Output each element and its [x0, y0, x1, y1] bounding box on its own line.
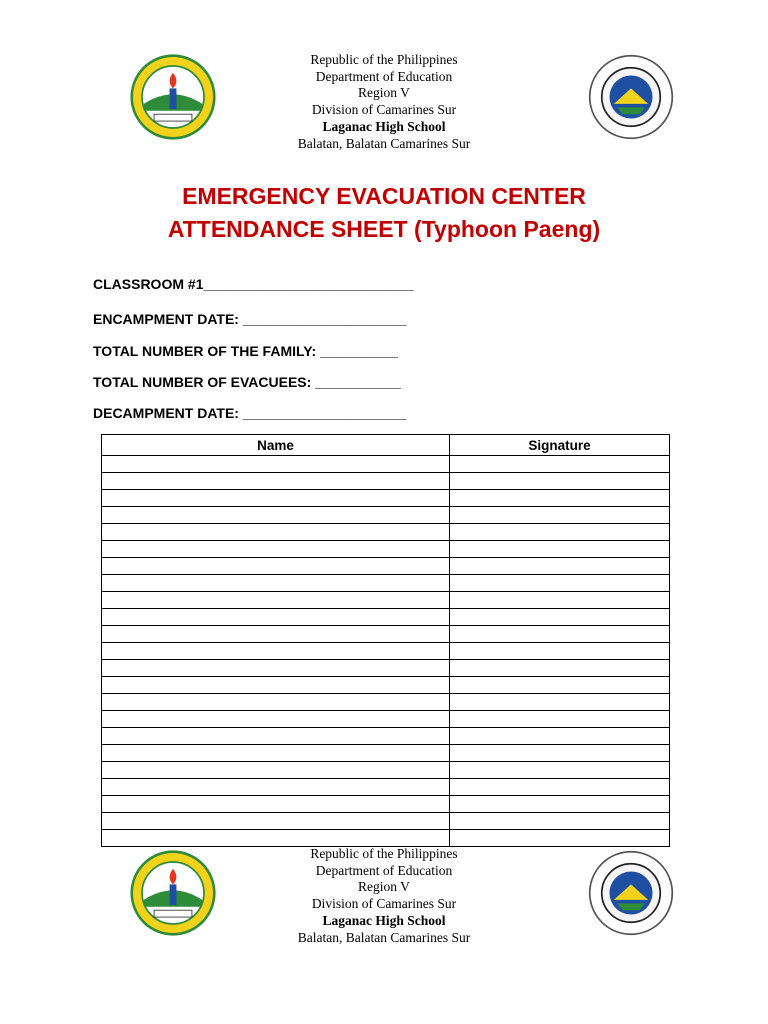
signature-cell[interactable]: [450, 456, 670, 473]
name-cell[interactable]: [102, 456, 450, 473]
table-row: [102, 728, 670, 745]
name-cell[interactable]: [102, 490, 450, 507]
signature-cell[interactable]: [450, 694, 670, 711]
table-row: [102, 609, 670, 626]
table-row: [102, 643, 670, 660]
table-row: [102, 660, 670, 677]
letterhead-school: Laganac High School: [322, 912, 446, 928]
name-cell[interactable]: [102, 779, 450, 796]
document-title-line2: ATTENDANCE SHEET (Typhoon Paeng): [167, 216, 601, 242]
table-row: [102, 677, 670, 694]
name-cell[interactable]: [102, 473, 450, 490]
signature-cell[interactable]: [450, 677, 670, 694]
signature-cell[interactable]: [450, 575, 670, 592]
family-count-field: TOTAL NUMBER OF THE FAMILY: __________: [93, 343, 398, 359]
table-row: [102, 694, 670, 711]
signature-cell[interactable]: [450, 490, 670, 507]
document-title-line1: EMERGENCY EVACUATION CENTER: [182, 183, 586, 209]
name-cell[interactable]: [102, 507, 450, 524]
table-row: [102, 507, 670, 524]
table-row: [102, 473, 670, 490]
name-cell[interactable]: [102, 796, 450, 813]
name-cell[interactable]: [102, 830, 450, 847]
decampment-date-field: DECAMPMENT DATE: _____________________: [93, 405, 407, 421]
name-cell[interactable]: [102, 541, 450, 558]
signature-cell[interactable]: [450, 660, 670, 677]
name-cell[interactable]: [102, 677, 450, 694]
name-cell[interactable]: [102, 558, 450, 575]
letterhead-region: Region V: [358, 879, 410, 895]
letterhead-republic: Republic of the Philippines: [310, 846, 458, 861]
signature-cell[interactable]: [450, 762, 670, 779]
signature-cell[interactable]: [450, 558, 670, 575]
signature-cell[interactable]: [450, 473, 670, 490]
name-cell[interactable]: [102, 694, 450, 711]
table-row: [102, 575, 670, 592]
signature-cell[interactable]: [450, 796, 670, 813]
table-row: [102, 813, 670, 830]
name-cell[interactable]: [102, 745, 450, 762]
laganac-high-school-seal-icon: [588, 54, 674, 140]
classroom-field: CLASSROOM #1___________________________: [93, 276, 414, 292]
letterhead-school: Laganac High School: [322, 118, 446, 134]
deped-division-seal-icon: [130, 54, 216, 140]
table-row: [102, 779, 670, 796]
table-header-row: [102, 435, 670, 456]
deped-division-seal-icon: [130, 850, 216, 936]
letterhead-division: Division of Camarines Sur: [311, 102, 457, 118]
attendance-table: [101, 434, 670, 847]
table-row: [102, 796, 670, 813]
evacuees-count-field: TOTAL NUMBER OF EVACUEES: ___________: [93, 374, 401, 390]
name-cell[interactable]: [102, 592, 450, 609]
table-row: [102, 626, 670, 643]
signature-cell[interactable]: [450, 643, 670, 660]
letterhead-region: Region V: [358, 85, 410, 101]
signature-cell[interactable]: [450, 830, 670, 847]
table-row: [102, 456, 670, 473]
laganac-high-school-seal-icon: [588, 850, 674, 936]
name-cell[interactable]: [102, 643, 450, 660]
table-row: [102, 490, 670, 507]
column-header-name: Name: [102, 435, 450, 456]
letterhead-department: Department of Education: [315, 68, 453, 84]
signature-cell[interactable]: [450, 507, 670, 524]
attendance-table-body: [102, 456, 670, 847]
name-cell[interactable]: [102, 660, 450, 677]
table-row: [102, 558, 670, 575]
table-row: [102, 830, 670, 847]
letterhead-department: Department of Education: [315, 862, 453, 878]
name-cell[interactable]: [102, 762, 450, 779]
signature-cell[interactable]: [450, 609, 670, 626]
table-row: [102, 541, 670, 558]
signature-cell[interactable]: [450, 592, 670, 609]
name-cell[interactable]: [102, 609, 450, 626]
signature-cell[interactable]: [450, 524, 670, 541]
table-row: [102, 762, 670, 779]
name-cell[interactable]: [102, 524, 450, 541]
signature-cell[interactable]: [450, 813, 670, 830]
letterhead-republic: Republic of the Philippines: [310, 52, 458, 67]
table-row: [102, 592, 670, 609]
signature-cell[interactable]: [450, 541, 670, 558]
letterhead-address: Balatan, Balatan Camarines Sur: [297, 929, 471, 945]
signature-cell[interactable]: [450, 779, 670, 796]
letterhead-division: Division of Camarines Sur: [311, 896, 457, 912]
name-cell[interactable]: [102, 813, 450, 830]
name-cell[interactable]: [102, 728, 450, 745]
signature-cell[interactable]: [450, 745, 670, 762]
signature-cell[interactable]: [450, 728, 670, 745]
table-row: [102, 524, 670, 541]
signature-cell[interactable]: [450, 626, 670, 643]
name-cell[interactable]: [102, 711, 450, 728]
table-row: [102, 711, 670, 728]
letterhead-address: Balatan, Balatan Camarines Sur: [297, 135, 471, 151]
signature-cell[interactable]: [450, 711, 670, 728]
table-row: [102, 745, 670, 762]
column-header-signature: Signature: [450, 435, 670, 456]
name-cell[interactable]: [102, 575, 450, 592]
encampment-date-field: ENCAMPMENT DATE: _____________________: [93, 311, 407, 327]
name-cell[interactable]: [102, 626, 450, 643]
